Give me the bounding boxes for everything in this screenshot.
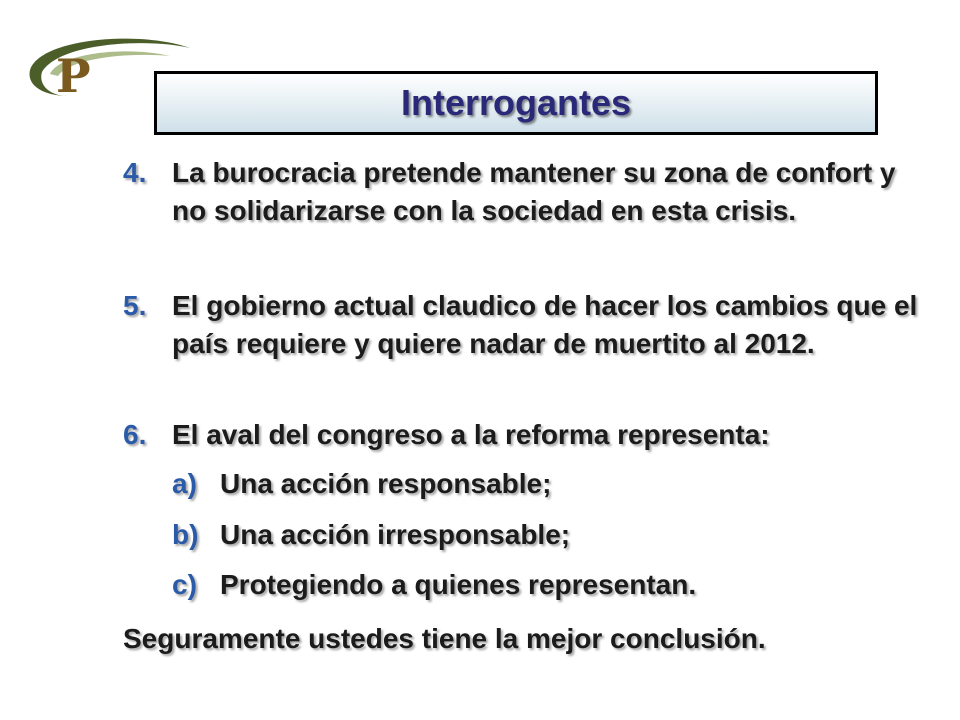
list-item [123,287,933,363]
sub-item-label: b) [172,519,199,550]
title-box [154,71,878,135]
sub-item-label: c) [172,569,197,600]
item-text: El aval del congreso a la reforma representa: [172,419,770,450]
item-text: El gobierno actual claudico de hacer los cambios que el país requiere y quiere nadar de muertito al 2012. [172,290,918,359]
list-item [123,154,933,230]
list-item [123,416,933,454]
conclusion-text: Seguramente ustedes tiene la mejor conclusión. [123,623,766,654]
sub-list-item [172,566,932,604]
item-text: La burocracia pretende mantener su zona de confort y no solidarizarse con la sociedad en esta crisis. [172,157,896,226]
sub-item-label: a) [172,468,197,499]
item-number: 5. [123,290,147,321]
sub-list-item [172,516,932,554]
sub-item-text: Protegiendo a quienes representan. [220,569,697,600]
sub-item-text: Una acción irresponsable; [220,519,571,550]
sub-item-text: Una acción responsable; [220,468,552,499]
logo-letter: P [56,49,91,103]
sub-list-item [172,465,932,503]
item-number: 4. [123,157,147,188]
page-title: Interrogantes [400,82,632,123]
item-number: 6. [123,419,147,450]
